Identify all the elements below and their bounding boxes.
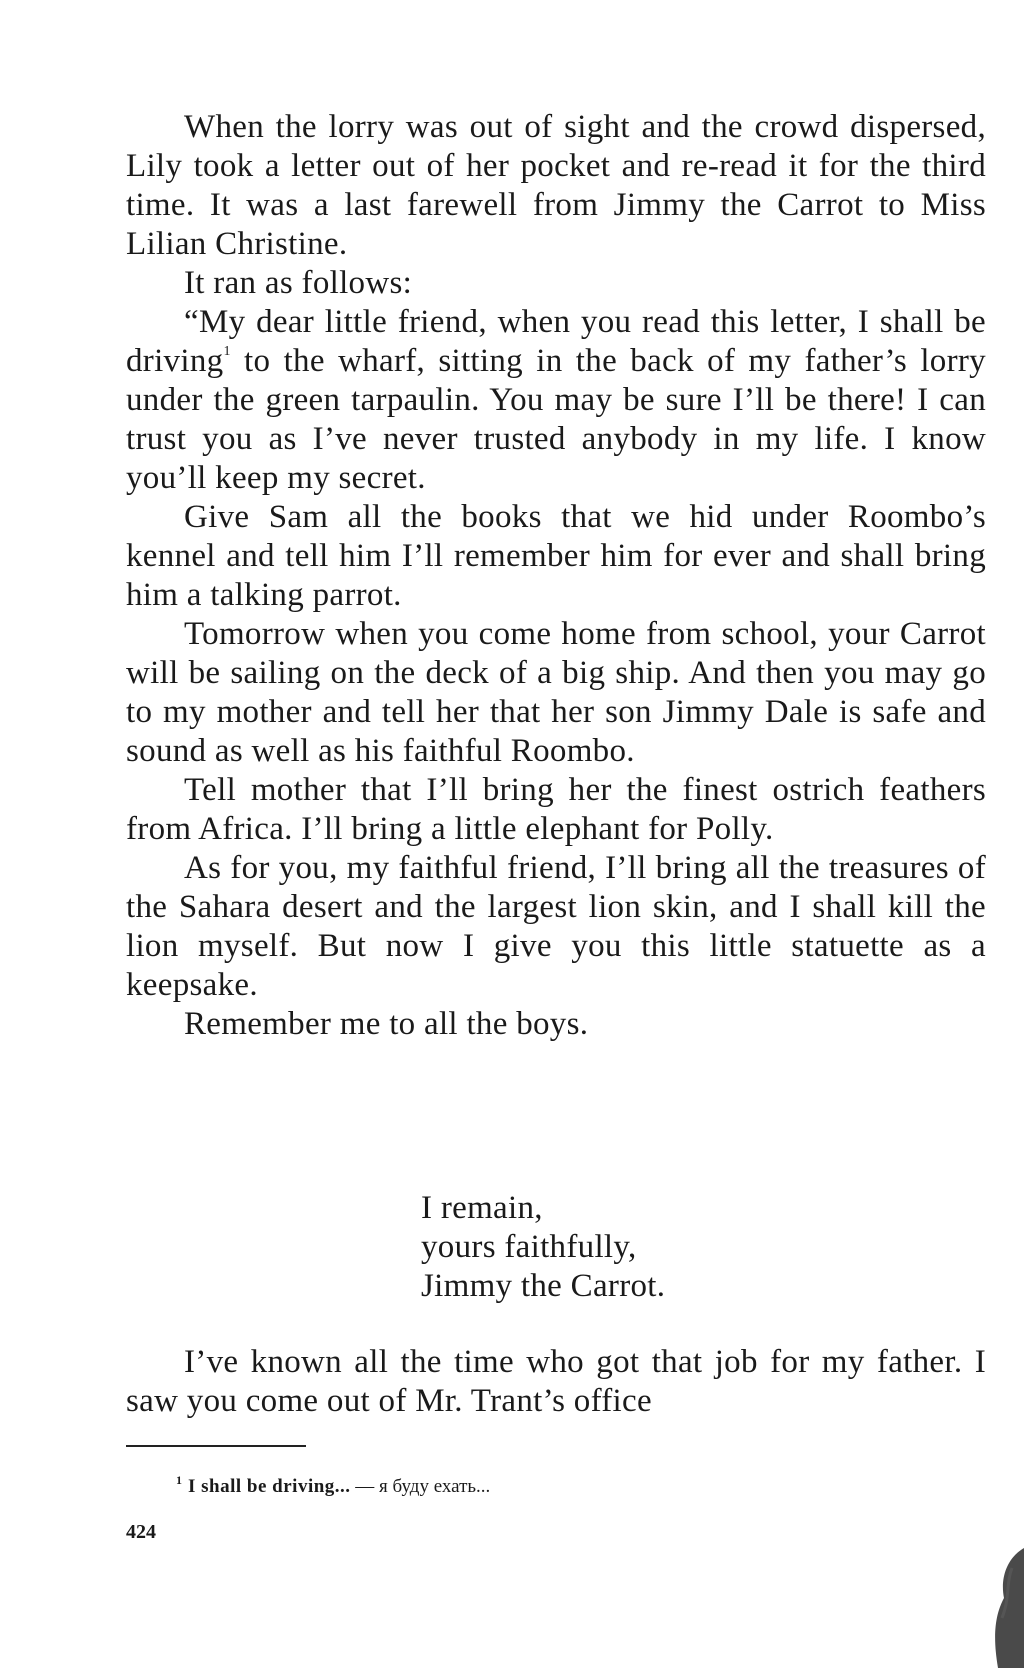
footnote-divider [126, 1445, 306, 1447]
paragraph-letter-opening [126, 303, 986, 498]
letter-closing [421, 1189, 665, 1306]
closing-line-remain: I remain, [421, 1190, 543, 1226]
paragraph-tell-mother: Tell mother that I’ll bring her the finest ostrich feathers from Africa. I’ll bring a little elephant for Polly. [126, 772, 986, 847]
closing-line-faithfully: yours faithfully, [421, 1229, 637, 1265]
paragraph-ran-as-follows: It ran as follows: [184, 265, 413, 301]
footnote-english: I shall be driving... [188, 1476, 351, 1497]
letter-opening-continued: to the wharf, sitting in the back of my father’s lorry under the green tarpaulin. You may be sure I’ll be there! I can trust you as I’ve never trusted anybody in my life. I know you’ll keep my secret. [126, 343, 986, 496]
paragraph-as-for-you: As for you, my faithful friend, I’ll bring all the treasures of the Sahara desert and the largest lion skin, and I shall kill the lion myself. But now I give you this little statuette as a keepsake. [126, 850, 986, 1003]
paragraph-known-all-the-time: I’ve known all the time who got that job for my father. I saw you come out of Mr. Trant’s office [126, 1344, 986, 1419]
paragraph-remember-me: Remember me to all the boys. [184, 1006, 589, 1042]
paragraph-tomorrow: Tomorrow when you come home from school, your Carrot will be sailing on the deck of a big ship. And then you may go to my mother and tell her that her son Jimmy Dale is safe and sound as well as his faithful Roombo. [126, 616, 986, 769]
continuation-text [126, 1343, 986, 1421]
page-number: 424 [126, 1521, 156, 1543]
footnote-mark: 1 [176, 1473, 182, 1487]
open-quote: “ [184, 304, 199, 340]
footnote-dash: — [350, 1476, 380, 1497]
paragraph-give-sam: Give Sam all the books that we hid under Roombo’s kennel and tell him I’ll remember him for ever and shall bring him a talking parrot. [126, 499, 986, 613]
footnote-reference: 1 [223, 344, 231, 359]
footnote-russian: я буду ехать... [379, 1476, 491, 1497]
letter-opening-text: My dear little friend, when you read this letter, I shall be driving [126, 304, 986, 379]
scan-smudge [952, 1528, 1024, 1668]
closing-signature: Jimmy the Carrot. [421, 1268, 666, 1304]
body-text [126, 108, 986, 1044]
paragraph-lorry: When the lorry was out of sight and the crowd dispersed, Lily took a letter out of her pocket and re-read it for the third time. It was a last farewell from Jimmy the Carrot to Miss Lilian Christine. [126, 109, 986, 262]
footnote [176, 1468, 490, 1499]
